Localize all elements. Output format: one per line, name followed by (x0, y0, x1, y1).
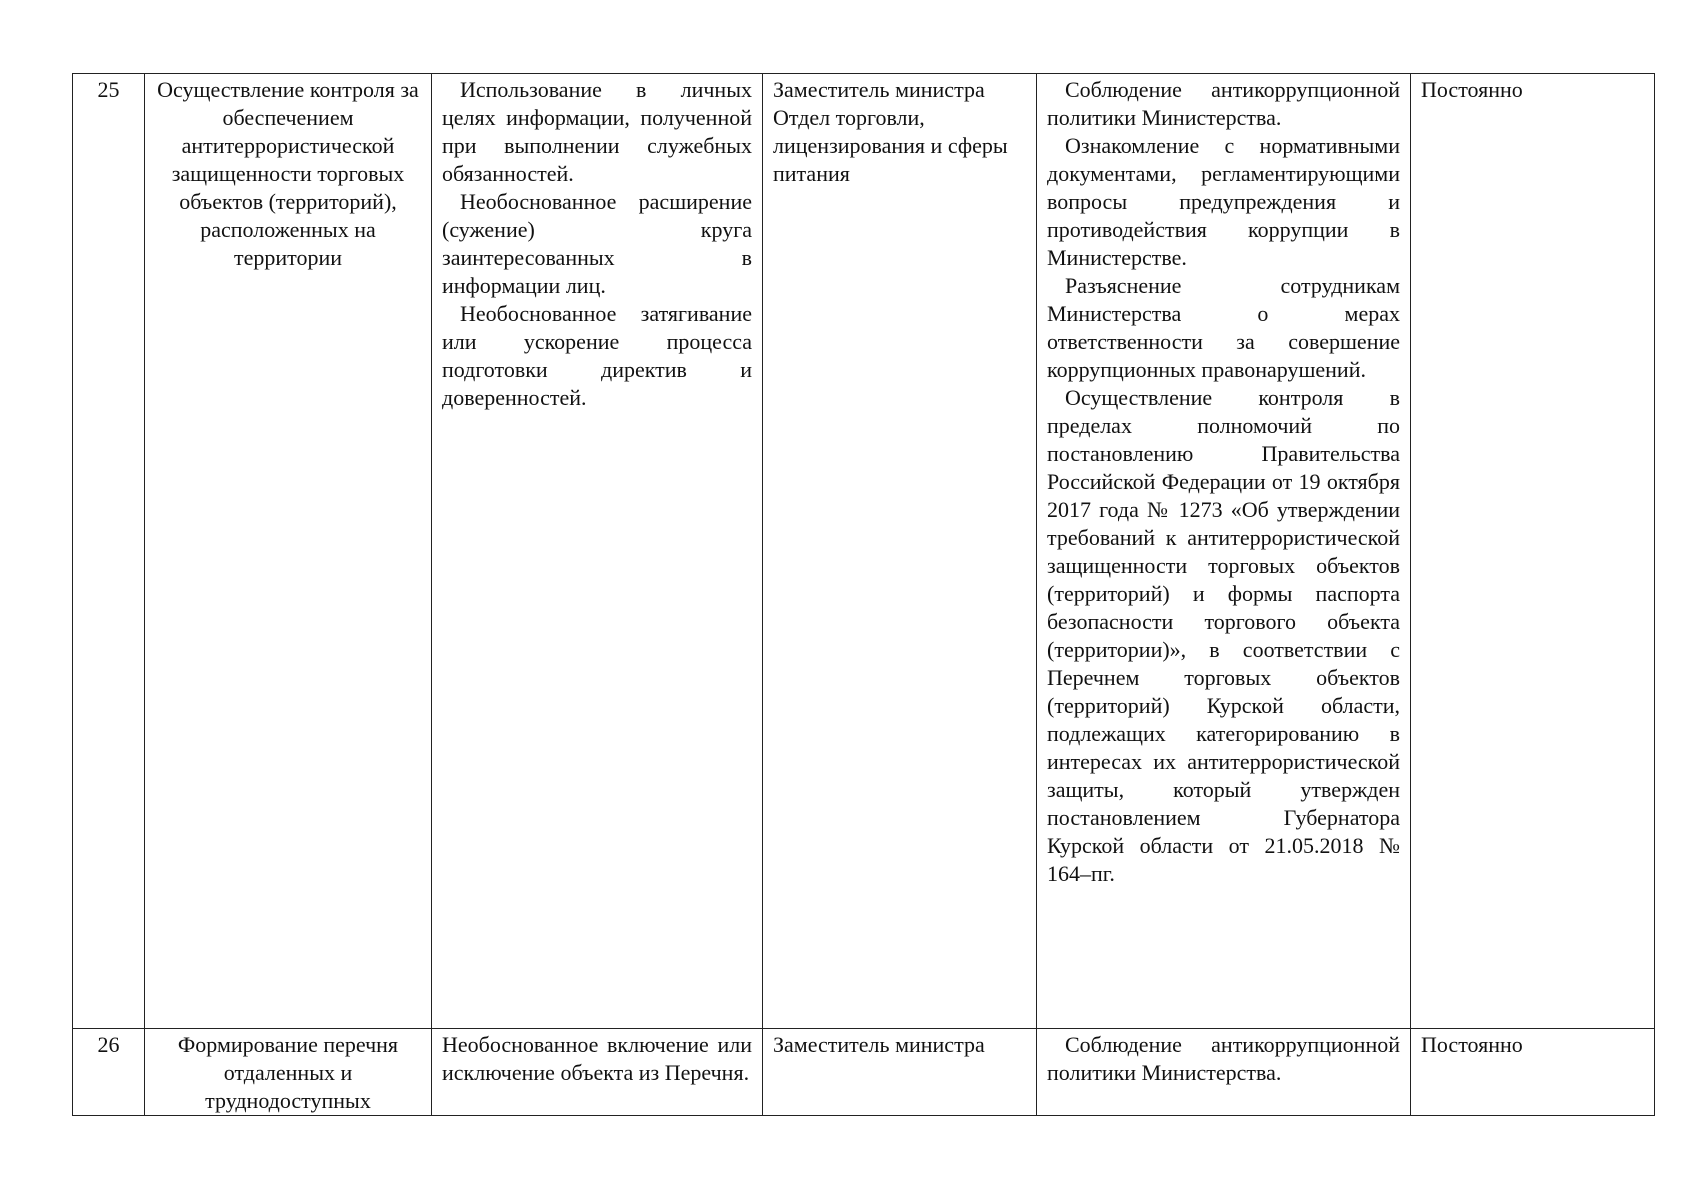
risks-cell (432, 1029, 763, 1116)
row-number: 26 (73, 1029, 145, 1116)
measure-text: Соблюдение антикоррупционной политики Министерства. (1047, 1032, 1400, 1085)
table-row (73, 74, 1655, 1029)
measures-cell (1037, 74, 1411, 1029)
risk-text: Использование в личных целях информации, полученной при выполнении служебных обязанностей. (442, 77, 752, 186)
measures-cell (1037, 1029, 1411, 1116)
responsible-cell (763, 74, 1037, 1029)
function-cell: Осуществление контроля за обеспечением антитеррористической защищенности торговых объектов (территорий), расположенных на территории (145, 74, 432, 1029)
table-row (73, 1029, 1655, 1116)
responsible-text: Заместитель министра (773, 1032, 985, 1057)
risk-text: Необоснованное расширение (сужение) круга заинтересованных в информации лиц. (442, 189, 752, 298)
risks-cell (432, 74, 763, 1029)
risk-text: Необоснованное включение или исключение объекта из Перечня. (442, 1032, 752, 1085)
measure-text: Соблюдение антикоррупционной политики Министерства. (1047, 77, 1400, 130)
measure-text: Разъяснение сотрудникам Министерства о мерах ответственности за совершение коррупционных правонарушений. (1047, 273, 1400, 382)
measures-table (72, 73, 1655, 1116)
responsible-cell (763, 1029, 1037, 1116)
risk-text: Необоснованное затягивание или ускорение процесса подготовки директив и доверенностей. (442, 301, 752, 410)
measure-text: Осуществление контроля в пределах полномочий по постановлению Правительства Российской Федерации от 19 октября 2017 года № 1273 «Об утверждении требований к антитеррористической защищенности торговых объектов (территорий) и формы паспорта безопасности торгового объекта (территории)», в соответствии с Перечнем торговых объектов (территорий) Курской области, подлежащих категорированию в интересах их антитеррористической защиты, который утвержден постановлением Губернатора Курской области от 21.05.2018 № 164–пг. (1047, 385, 1400, 886)
function-cell: Формирование перечня отдаленных и труднодоступных (145, 1029, 432, 1116)
term-cell: Постоянно (1411, 1029, 1655, 1116)
measure-text: Ознакомление с нормативными документами, регламентирующими вопросы предупреждения и противодействия коррупции в Министерстве. (1047, 133, 1400, 270)
responsible-text: Заместитель министра (773, 77, 985, 102)
row-number: 25 (73, 74, 145, 1029)
term-cell: Постоянно (1411, 74, 1655, 1029)
responsible-text: Отдел торговли, лицензирования и сферы питания (773, 105, 1008, 186)
